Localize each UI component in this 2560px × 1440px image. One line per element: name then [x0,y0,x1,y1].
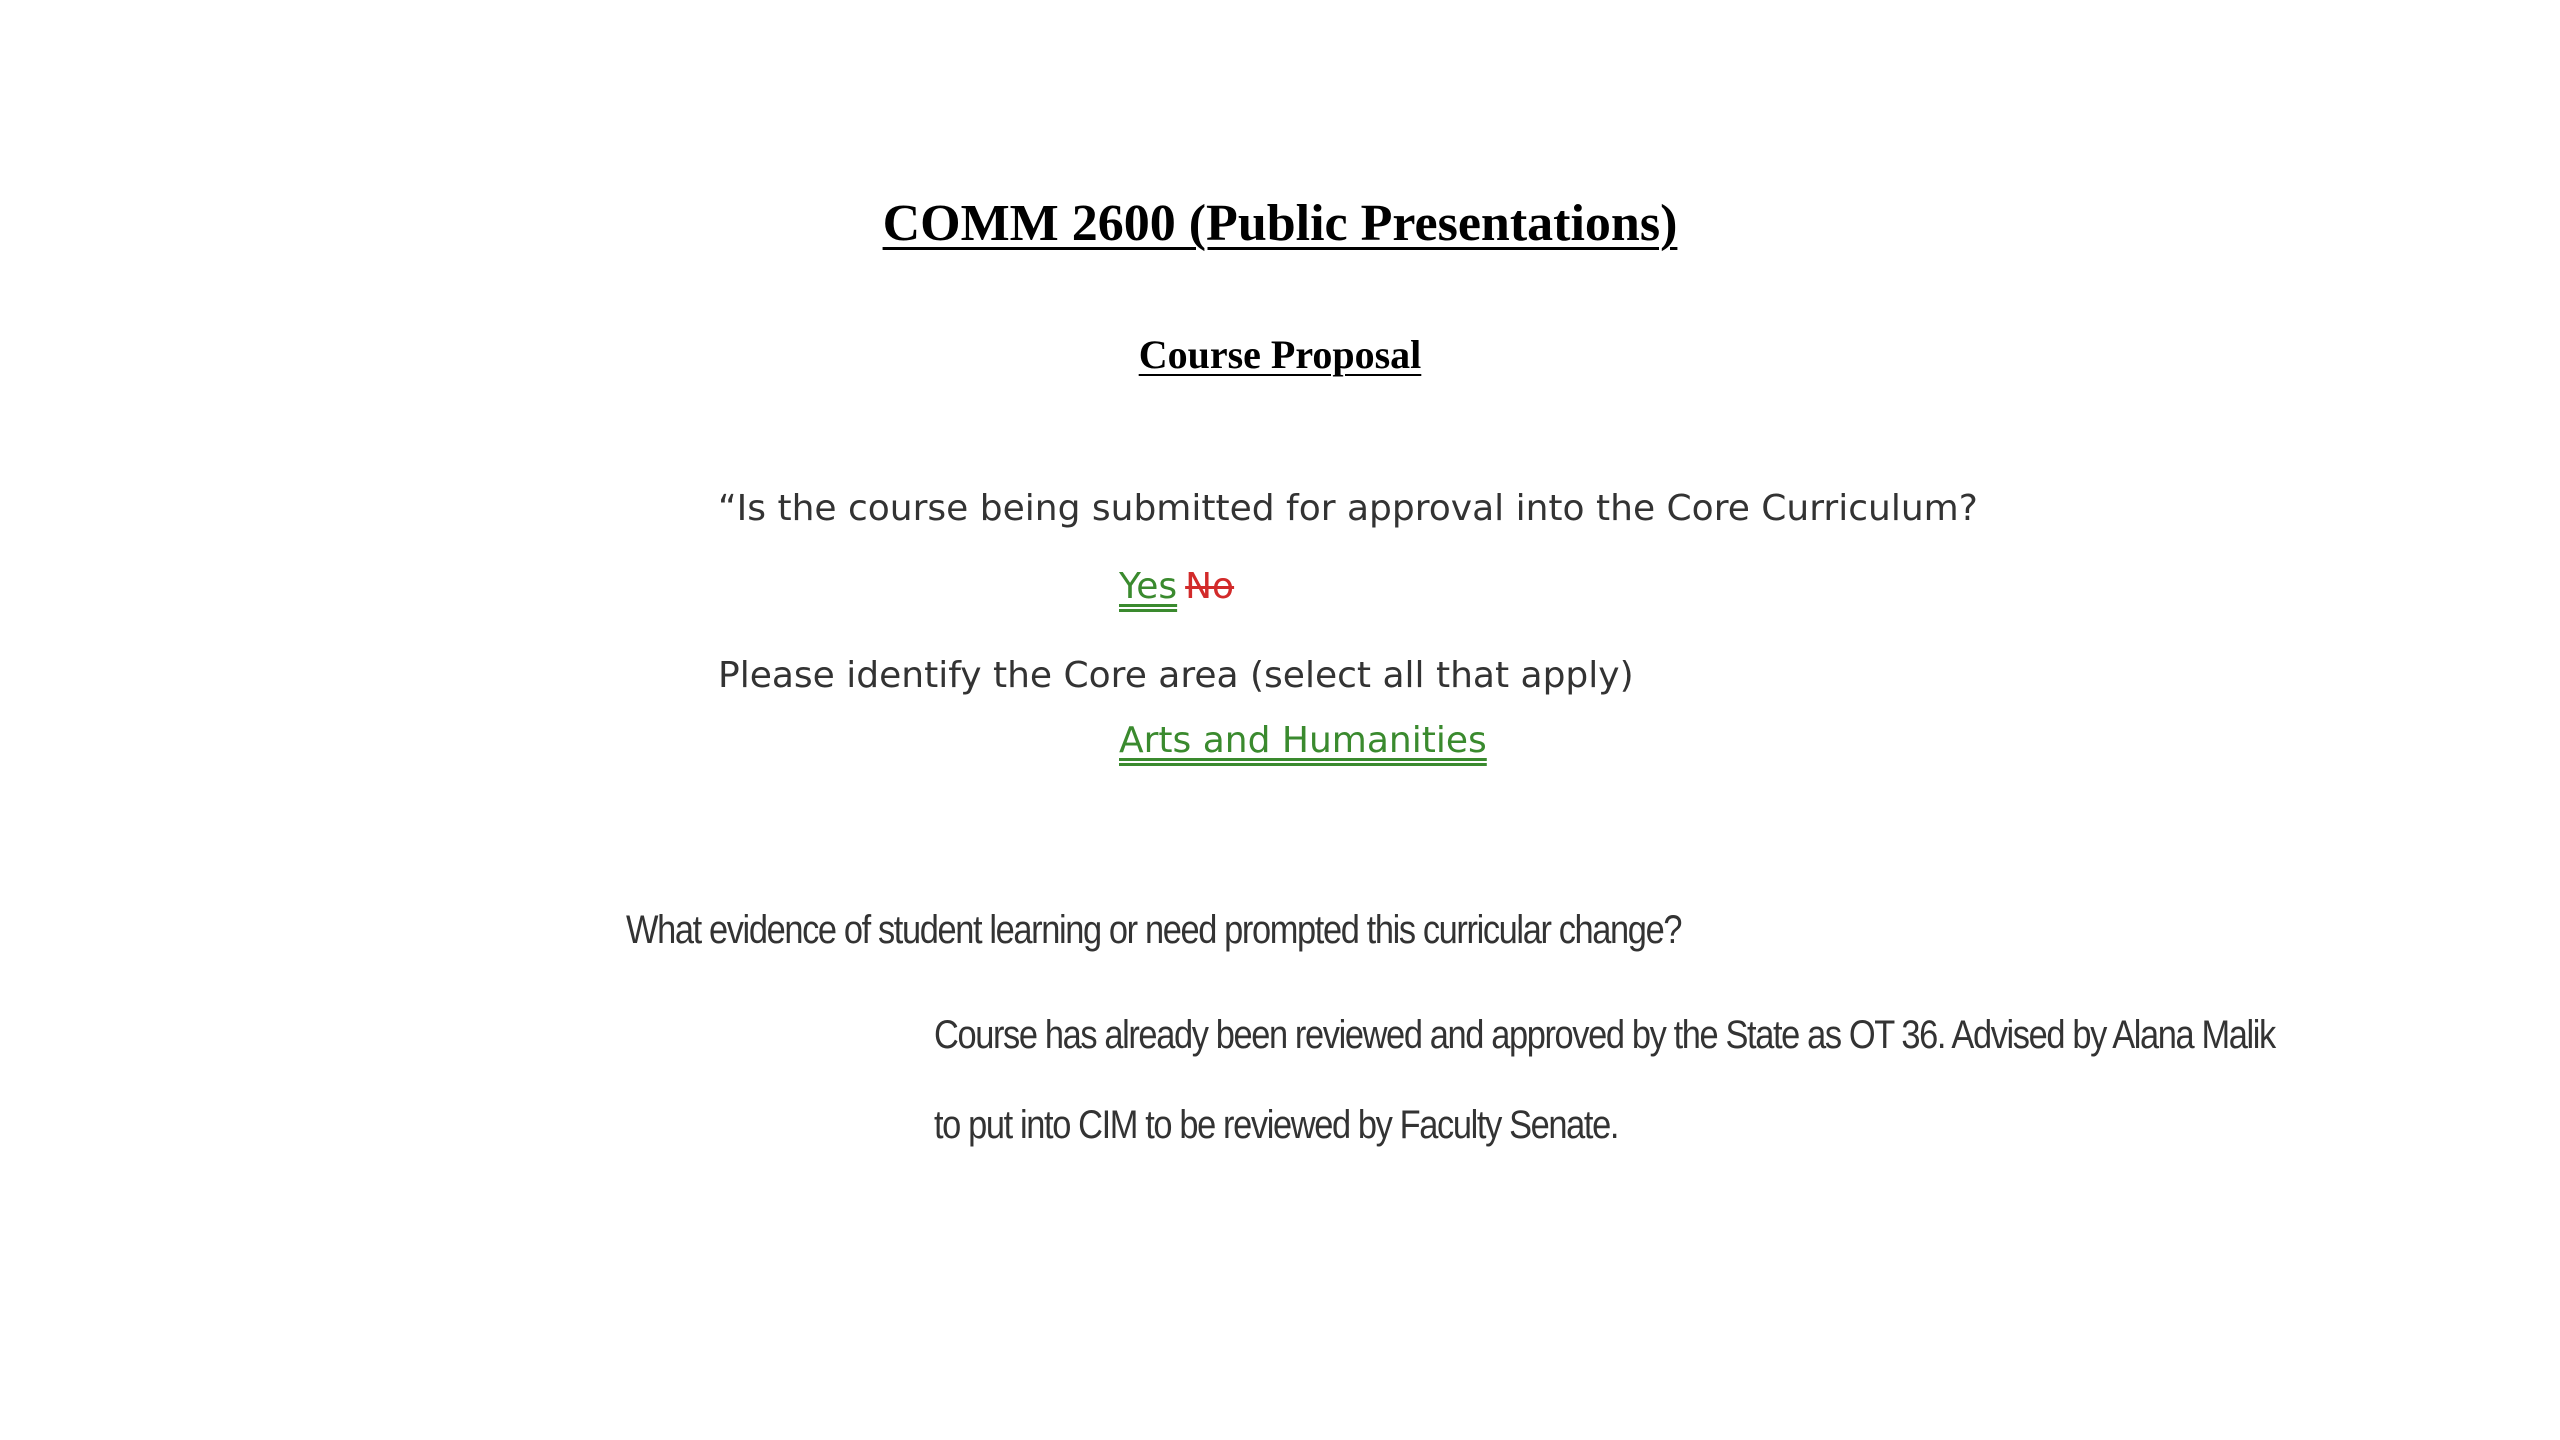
evidence-line-2: to put into CIM to be reviewed by Faculty Senate. [934,1103,1619,1147]
inserted-answer-yes: Yes [1119,566,1178,607]
core-curriculum-answer [1119,561,1234,613]
inserted-core-area: Arts and Humanities [1119,720,1487,761]
evidence-line-1: Course has already been reviewed and approved by the State as OT 36. Advised by Alana Malik [934,1013,2275,1057]
deleted-answer-no: No [1185,566,1235,607]
document-subtitle [0,327,2560,383]
core-area-answer [1119,715,1487,767]
evidence-answer [934,990,2275,1170]
core-area-question: Please identify the Core area (select all that apply) [718,655,1634,696]
evidence-question: What evidence of student learning or need prompted this curricular change? [626,908,1682,952]
core-curriculum-question: “Is the course being submitted for approval into the Core Curriculum? [718,488,1978,529]
document-subtitle-text: Course Proposal [1138,332,1422,377]
document-title-text: COMM 2600 (Public Presentations) [882,195,1678,252]
document-title [0,188,2560,260]
